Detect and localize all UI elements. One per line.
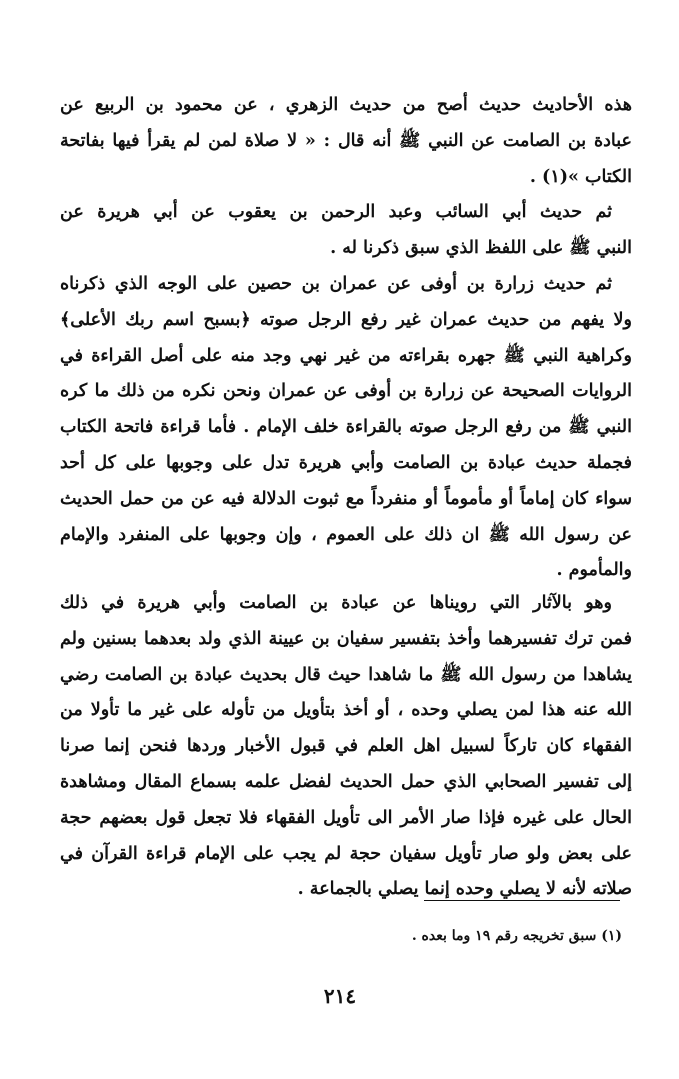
text-line: وهو بالآثار التي رويناها عن عبادة بن الصامت وأبي هريرة في ذلك [60,593,612,613]
text-line: النبي ﷺ على اللفظ الذي سبق ذكرنا له . [330,237,632,258]
footnote: (١) سبق تخريجه رقم ١٩ وما بعده . [411,928,622,944]
text-line: هذه الأحاديث حديث أصح من حديث الزهري ، عن محمود بن الربيع عن [60,95,632,115]
paragraph-3 [60,267,632,589]
text-line: على بعض ولو صار تأويل سفيان حجة لم يجب على الإمام قراءة القرآن في [60,843,632,864]
text-line: فمن ترك تفسيرهما وأخذ بتفسير سفيان بن عيينة الذي ولد بعدهما بسنين ولم [60,628,632,649]
text-line: يشاهدا من رسول الله ﷺ ما شاهدا حيث قال بحديث عبادة بن الصامت رضي [60,664,632,685]
text-line: عبادة بن الصامت عن النبي ﷺ أنه قال : « لا صلاة لمن لم يقرأ فيها بفاتحة [60,130,632,151]
paragraph-2 [60,195,632,267]
text-line: الكتاب »(١) . [529,166,632,187]
text-line: وكراهية النبي ﷺ جهره بقراءته من غير نهي وجد منه على أصل القراءة في [60,345,632,366]
text-line: الفقهاء كان تاركاً لسبيل اهل العلم في قبول الأخبار وردها فنحن إنما صرنا [60,736,632,757]
paragraph-4 [60,586,632,908]
text-line: ولا يفهم من حديث عمران غير رفع الرجل صوته ﴿بسبح اسم ربك الأعلى﴾ [60,309,632,330]
text-line: فجملة حديث عبادة بن الصامت وأبي هريرة تدل على وجوبها على كل أحد [60,452,632,473]
paragraph-1 [60,88,632,195]
text-line: إلى تفسير الصحابي الذي حمل الحديث لفضل علمه بسماع المقال ومشاهدة [60,771,632,792]
text-line: عن رسول الله ﷺ ان ذلك على العموم ، وإن وجوبها على المنفرد والإمام [60,524,632,545]
text-line: والمأموم . [556,560,632,581]
text-line: ثم حديث زرارة بن أوفى عن عمران بن حصين على الوجه الذي ذكرناه [60,274,612,294]
text-line: ثم حديث أبي السائب وعبد الرحمن بن يعقوب عن أبي هريرة عن [60,202,612,222]
text-line: الحال على غيره فإذا صار الأمر الى تأويل الفقهاء فلا تجعل قول بعضهم حجة [60,807,632,828]
text-line: سواء كان إماماً أو مأموماً أو منفرداً مع ثبوت الدلالة فيه عن من حمل الحديث [60,488,632,509]
page-number: ٢١٤ [323,984,357,1008]
text-line: الله عنه هذا لمن يصلي وحده ، أو أخذ بتأويل من تأوله على غير ما تأولا من [60,700,632,721]
text-line: صلاته لأنه لا يصلي وحده إنما يصلي بالجماعة . [297,879,632,900]
text-line: النبي ﷺ من رفع الرجل صوته بالقراءة خلف الإمام . فأما قراءة فاتحة الكتاب [60,417,632,438]
text-line: الروايات الصحيحة عن زرارة بن أوفى عن عمران ونحن نكره من ذلك ما كره [60,381,632,402]
footnote-divider [424,900,620,901]
